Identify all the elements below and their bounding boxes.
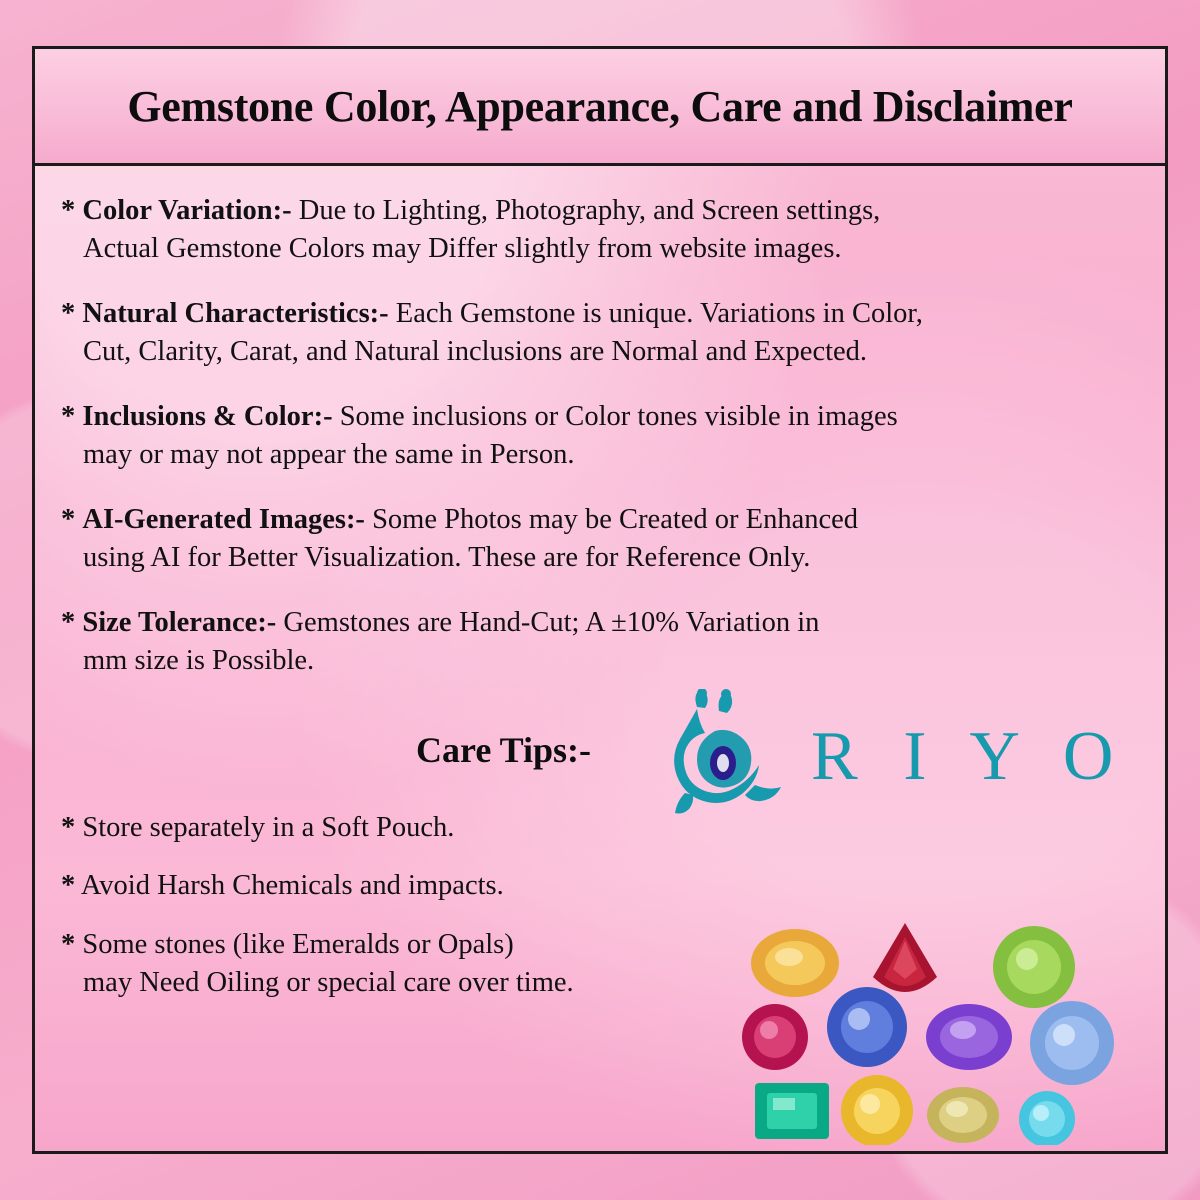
section-line-2: Actual Gemstone Colors may Differ slightly from website images. — [83, 233, 842, 265]
section-line-2: may or may not appear the same in Person. — [83, 439, 575, 471]
care-item-line-1: Some stones (like Emeralds or Opals) — [82, 928, 514, 960]
section-line-2: mm size is Possible. — [83, 645, 315, 677]
brand-logo — [661, 689, 1168, 839]
list-item — [61, 398, 1139, 475]
section-label: AI-Generated Images:- — [82, 503, 365, 535]
bullet-marker: * — [61, 195, 76, 226]
disclaimer-card — [32, 46, 1168, 1154]
care-item-line-1: Store separately in a Soft Pouch. — [82, 811, 455, 843]
section-label: Size Tolerance:- — [82, 606, 277, 638]
section-line-2: Cut, Clarity, Carat, and Natural inclusions are Normal and Expected. — [83, 336, 868, 368]
list-item — [61, 867, 1139, 905]
bullet-marker: * — [61, 870, 76, 902]
care-tips-heading: Care Tips:- — [416, 729, 592, 770]
bullet-marker: * — [61, 606, 76, 638]
care-tips-header-row — [61, 707, 1139, 803]
page-title: Gemstone Color, Appearance, Care and Disclaimer — [127, 81, 1073, 131]
brand-name: R I Y O — [811, 717, 1128, 795]
care-item-line-1: Avoid Harsh Chemicals and impacts. — [80, 870, 504, 902]
bullet-marker: * — [61, 297, 76, 329]
section-line-1: Each Gemstone is unique. Variations in Color, — [388, 297, 923, 329]
title-bar — [35, 49, 1165, 166]
gemstone-cluster-icon — [737, 915, 1157, 1145]
bullet-marker: * — [61, 928, 76, 960]
bullet-marker: * — [61, 811, 76, 843]
section-label: Natural Characteristics:- — [82, 297, 389, 329]
section-line-1: Some inclusions or Color tones visible in images — [332, 400, 898, 432]
list-item — [61, 501, 1139, 578]
section-line-1: Due to Lighting, Photography, and Screen settings, — [291, 195, 881, 226]
peacock-icon — [661, 689, 821, 839]
section-line-2: using AI for Better Visualization. These are for Reference Only. — [83, 542, 811, 574]
care-item-line-2: may Need Oiling or special care over time. — [83, 967, 574, 999]
list-item — [61, 192, 1139, 269]
section-line-1: Gemstones are Hand-Cut; A ±10% Variation in — [276, 606, 820, 638]
section-label: Inclusions & Color:- — [82, 400, 333, 432]
bullet-marker: * — [61, 503, 76, 535]
section-line-1: Some Photos may be Created or Enhanced — [364, 503, 859, 535]
bullet-marker: * — [61, 400, 76, 432]
section-label: Color Variation:- — [82, 195, 292, 226]
list-item — [61, 295, 1139, 372]
content-body — [35, 166, 1165, 1003]
list-item — [61, 604, 1139, 681]
